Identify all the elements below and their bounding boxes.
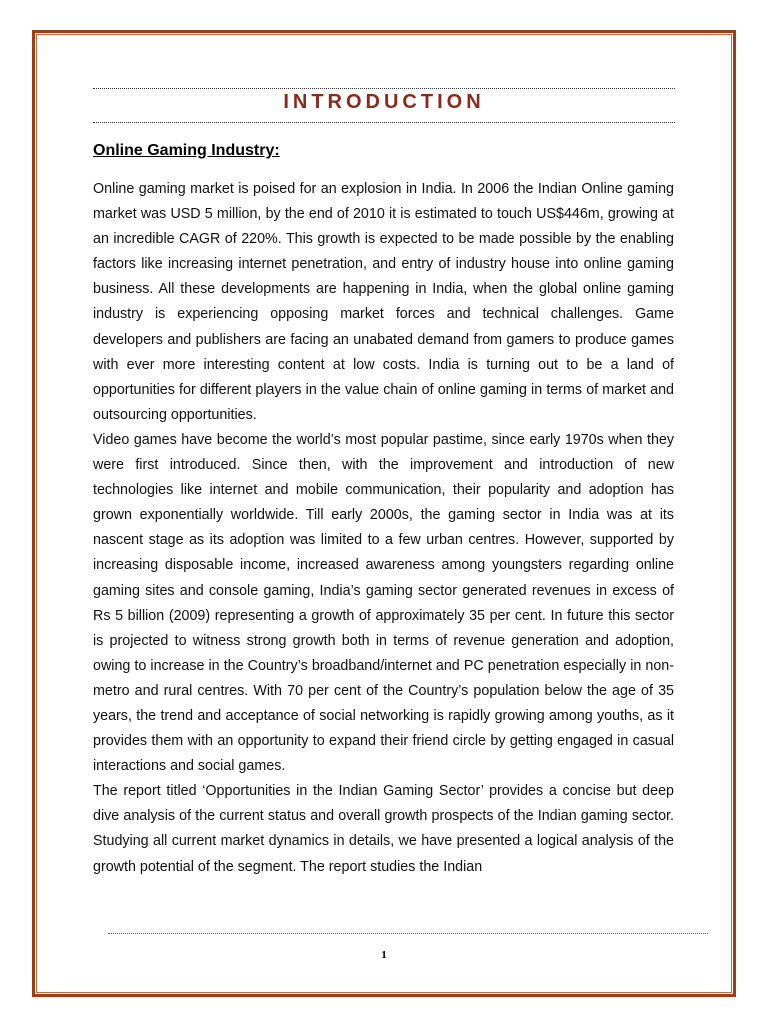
paragraph-1: Online gaming market is poised for an explosion in India. In 2006 the Indian Online gaming market was USD 5 million, by the end of 2010 it is estimated to touch US$446m, growing at an incredible CAGR of 220%. This growth is expected to be made possible by the enabling factors like increasing internet penetration, and entry of industry house into online gaming business. All these developments are happening in India, when the global online gaming industry is experiencing opposing market forces and technical challenges. Game developers and publishers are facing an unabated demand from gamers to produce games with ever more interesting content at low costs. India is turning out to be a land of opportunities for different players in the value chain of online gaming in terms of market and outsourcing opportunities. xyxy=(93,181,674,423)
section-title: Online Gaming Industry: xyxy=(93,142,280,159)
paragraph-2: Video games have become the world’s most popular pastime, since early 1970s when they were first introduced. Since then, with the improvement and introduction of new technologies like internet and mobile communication, their popularity and adoption has grown exponentially worldwide. Till early 2000s, the gaming sector in India was at its nascent stage as its adoption was limited to a few urban centres. However, supported by increasing disposable income, increased awareness among youngsters regarding online gaming sites and console gaming, India’s gaming sector generated revenues in excess of Rs 5 billion (2009) representing a growth of approximately 35 per cent. In future this sector is projected to witness strong growth both in terms of revenue generation and adoption, owing to increase in the Country’s broadband/internet and PC penetration especially in non-metro and rural centres. With 70 per cent of the Country’s population below the age of 35 years, the trend and acceptance of social networking is rapidly growing among youths, as it provides them with an opportunity to expand their friend circle by getting engaged in casual interactions and social games. xyxy=(93,431,674,775)
body-text xyxy=(93,177,674,880)
top-dotted-rule xyxy=(93,88,675,89)
page-heading: INTRODUCTION xyxy=(283,91,485,113)
page-number: 1 xyxy=(381,949,387,961)
heading-dotted-rule xyxy=(93,122,675,123)
footer-dotted-rule xyxy=(108,933,708,934)
paragraph-3: The report titled ‘Opportunities in the Indian Gaming Sector’ provides a concise but deep dive analysis of the current status and overall growth prospects of the Indian gaming sector. Studying all current market dynamics in details, we have presented a logical analysis of the growth potential of the segment. The report studies the Indian xyxy=(93,783,674,875)
